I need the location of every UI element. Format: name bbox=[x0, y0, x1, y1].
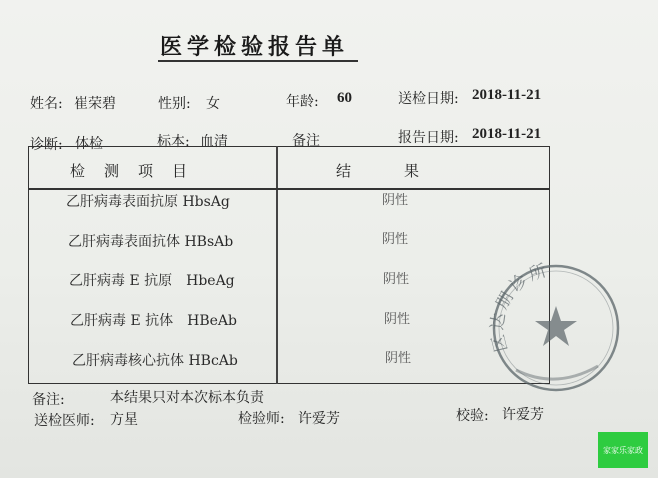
checker-label: 校验: bbox=[456, 408, 489, 424]
table-row-result: 阴性 bbox=[384, 312, 411, 327]
note-text: 本结果只对本次标本负责 bbox=[110, 390, 264, 406]
table-row-result: 阴性 bbox=[382, 232, 409, 247]
table-row-item: 乙肝病毒 E 抗原 HbeAg bbox=[69, 273, 235, 289]
doctor-label: 送检医师: bbox=[34, 413, 95, 429]
name-label: 姓名: bbox=[30, 96, 63, 112]
sex-label: 性别: bbox=[158, 96, 191, 112]
doctor-value: 方星 bbox=[110, 412, 138, 428]
report-title: 医学检验报告单 bbox=[160, 34, 350, 60]
table-row-item: 乙肝病毒表面抗原 HbsAg bbox=[66, 194, 230, 210]
column-header-item: 检 测 项 目 bbox=[70, 162, 190, 180]
tester-label: 检验师: bbox=[238, 411, 285, 427]
table-row-result: 阴性 bbox=[385, 351, 412, 366]
report-date-label: 报告日期: bbox=[398, 130, 459, 146]
table-column-divider bbox=[276, 146, 278, 384]
remark-label: 备注 bbox=[292, 133, 320, 149]
table-header-divider bbox=[28, 188, 550, 190]
title-underline bbox=[158, 60, 358, 62]
name-value: 崔荣碧 bbox=[74, 96, 116, 112]
age-label: 年龄: bbox=[286, 94, 319, 110]
tester-value: 许爱芳 bbox=[298, 411, 340, 427]
note-label: 备注: bbox=[32, 392, 65, 408]
column-header-result: 结 果 bbox=[336, 162, 422, 180]
table-row-result: 阴性 bbox=[383, 272, 410, 287]
submit-date-label: 送检日期: bbox=[398, 91, 459, 107]
table-row-item: 乙肝病毒核心抗体 HBcAb bbox=[72, 353, 238, 369]
age-value: 60 bbox=[337, 90, 352, 106]
seal-text: 区达朋诊所 bbox=[487, 260, 552, 354]
table-row-item: 乙肝病毒表面抗体 HBsAb bbox=[68, 234, 234, 250]
sex-value: 女 bbox=[206, 96, 220, 112]
results-table bbox=[28, 146, 550, 384]
specimen-label: 标本: bbox=[157, 134, 190, 150]
specimen-value: 血清 bbox=[200, 134, 228, 150]
watermark-badge bbox=[598, 432, 648, 468]
diagnosis-label: 诊断: bbox=[30, 137, 63, 153]
checker-value: 许爱芳 bbox=[502, 407, 544, 423]
watermark-text: 家家乐家政 bbox=[603, 445, 643, 455]
table-row-result: 阴性 bbox=[382, 193, 409, 208]
table-row-item: 乙肝病毒 E 抗体 HBeAb bbox=[70, 313, 237, 329]
clinic-seal-stamp bbox=[486, 258, 626, 398]
star-icon bbox=[535, 306, 577, 346]
report-date-value: 2018-11-21 bbox=[472, 126, 542, 142]
diagnosis-value: 体检 bbox=[75, 136, 103, 152]
submit-date-value: 2018-11-21 bbox=[472, 87, 542, 103]
